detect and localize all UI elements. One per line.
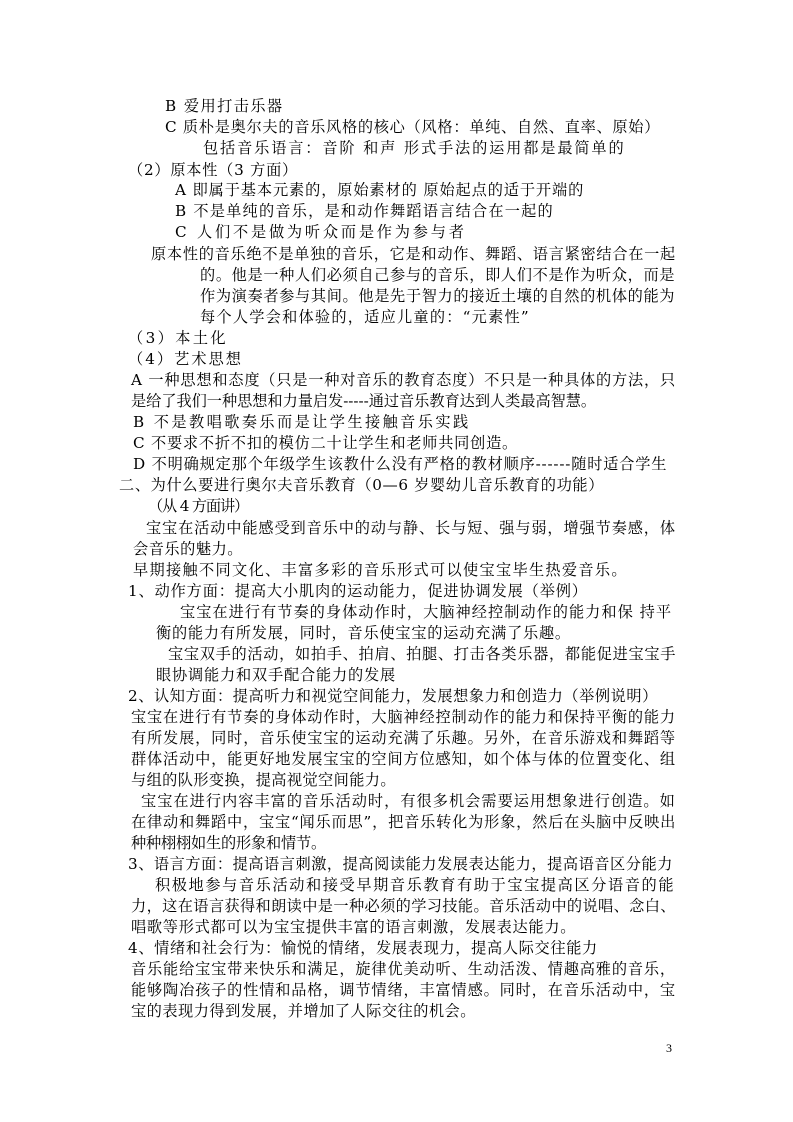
page-number: 3 xyxy=(666,1041,672,1055)
text-line: 唱歌等形式都可以为宝宝提供丰富的语言刺激，发展表达能力。 xyxy=(131,918,577,936)
text-line: A 即属于基本元素的，原始素材的 原始起点的适于开端的 xyxy=(175,181,585,199)
text-line: （从 4 方面讲） xyxy=(148,497,249,515)
text-line: 会音乐的魅力。 xyxy=(133,540,244,558)
text-line: 作为演奏者参与其间。他是先于智力的接近土壤的自然的机体的能为 xyxy=(200,287,676,305)
text-line: 宝宝在进行有节奏的身体动作时，大脑神经控制动作的能力和保 持平 xyxy=(180,603,673,621)
text-line: 有所发展，同时，音乐使宝宝的运动充满了乐趣。另外，在音乐游戏和舞蹈等 xyxy=(131,729,676,747)
text-line: 宝的表现力得到发展，并增加了人际交往的机会。 xyxy=(131,1002,476,1020)
text-line: （2）原本性（3 方面） xyxy=(128,161,298,179)
text-line: 能够陶冶孩子的性情和品格，调节情绪，丰富情感。同时，在音乐活动中，宝 xyxy=(131,981,676,999)
text-line: 力，这在语言获得和朗读中是一种必须的学习技能。音乐活动中的说唱、念白、 xyxy=(131,897,676,915)
text-line: C 质朴是奥尔夫的音乐风格的核心（风格：单纯、自然、直率、原始） xyxy=(165,118,661,136)
text-line: 早期接触不同文化、丰富多彩的音乐形式可以使宝宝毕生热爱音乐。 xyxy=(133,561,628,579)
text-line: （3）本土化 xyxy=(128,329,229,347)
text-line: 宝宝在进行有节奏的身体动作时，大脑神经控制动作的能力和保持平衡的能力 xyxy=(131,708,676,726)
text-line: 衡的能力有所发展，同时，音乐使宝宝的运动充满了乐趣。 xyxy=(156,624,571,642)
text-line: 在律动和舞蹈中，宝宝“闻乐而思”，把音乐转化为形象，然后在头脑中反映出 xyxy=(131,813,677,831)
text-line: 的。他是一种人们必须自己参与的音乐，即人们不是作为听众，而是 xyxy=(200,266,676,284)
text-line: C 不要求不折不扣的模仿二十让学生和老师共同创造。 xyxy=(133,434,519,452)
text-line: 宝宝在活动中能感受到音乐中的动与静、长与短、强与弱，增强节奏感，体 xyxy=(146,519,676,537)
text-line: 是给了我们一种思想和力量启发-----通过音乐教育达到人类最高智慧。 xyxy=(131,392,597,410)
text-line: 宝宝在进行内容丰富的音乐活动时，有很多机会需要运用想象进行创造。如 xyxy=(141,792,676,810)
text-line: D 不明确规定那个年级学生该教什么没有严格的教材顺序------随时适合学生 xyxy=(133,455,668,473)
text-line: 1、动作方面：提高大小肌肉的运动能力，促进协调发展（举例） xyxy=(128,582,588,600)
text-line: 4、情绪和社会行为：愉悦的情绪，发展表现力，提高人际交往能力 xyxy=(128,939,598,957)
text-line: 群体活动中，能更好地发展宝宝的空间方位感知，如个体与体的位置变化、组 xyxy=(131,750,676,768)
text-line: 宝宝双手的活动，如拍手、拍肩、拍腿、打击各类乐器，都能促进宝宝手 xyxy=(168,645,677,663)
text-line: B 不是单纯的音乐，是和动作舞蹈语言结合在一起的 xyxy=(175,202,554,220)
text-line: 与组的队形变换，提高视觉空间能力。 xyxy=(131,771,396,789)
text-line: 音乐能给宝宝带来快乐和满足，旋律优美动听、生动活泼、情趣高雅的音乐， xyxy=(131,960,676,978)
text-line: 积极地参与音乐活动和接受早期音乐教育有助于宝宝提高区分语音的能 xyxy=(155,876,676,894)
text-line: 眼协调能力和双手配合能力的发展 xyxy=(156,666,396,684)
text-line: 每个人学会和体验的，适应儿童的：“元素性” xyxy=(200,308,530,326)
text-line: （4）艺术思想 xyxy=(128,350,243,368)
text-line: 二、为什么要进行奥尔夫音乐教育（0—6 岁婴幼儿音乐教育的功能） xyxy=(119,476,605,494)
text-line: B 爱用打击乐器 xyxy=(165,97,284,115)
text-line: A 一种思想和态度（只是一种对音乐的教育态度）不只是一种具体的方法，只 xyxy=(131,371,676,389)
text-line: 3、语言方面：提高语言刺激，提高阅读能力发展表达能力，提高语音区分能力 xyxy=(128,855,673,873)
text-line: C 人们不是做为听众而是作为参与者 xyxy=(175,223,467,241)
text-line: 原本性的音乐绝不是单独的音乐，它是和动作、舞蹈、语言紧密结合在一起 xyxy=(151,245,676,263)
text-line: B 不是教唱歌奏乐而是让学生接触音乐实践 xyxy=(133,413,471,431)
text-line: 包括音乐语言：音阶 和声 形式手法的运用都是最简单的 xyxy=(203,139,626,157)
text-line: 种种栩栩如生的形象和情节。 xyxy=(131,834,326,852)
text-line: 2、认知方面：提高听力和视觉空间能力，发展想象力和创造力（举例说明） xyxy=(128,687,658,705)
